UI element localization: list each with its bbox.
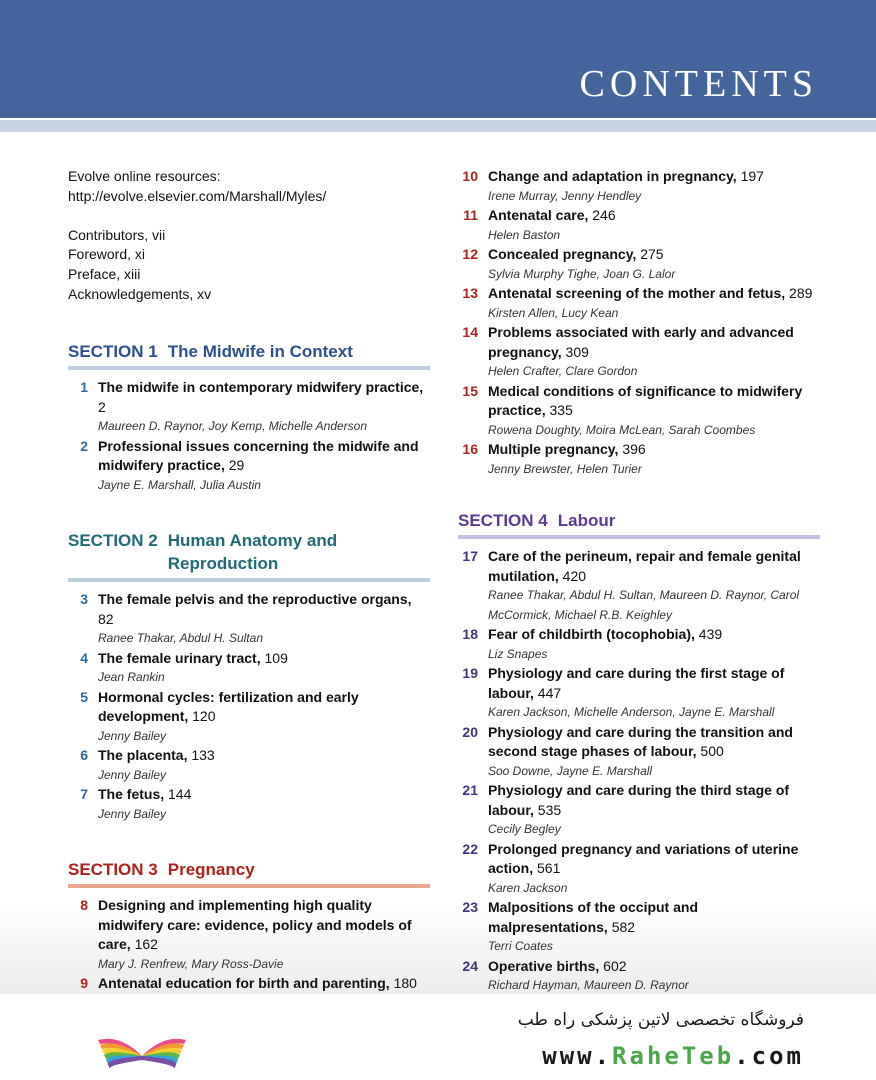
section-rule [68,884,430,888]
chapter-authors: Irene Murray, Jenny Hendley [488,188,642,203]
chapter-body [488,664,820,723]
chapter-page: 246 [592,207,616,223]
chapter-title [98,896,430,955]
chapter-title-text: Concealed pregnancy, [488,246,637,262]
chapter-entry[interactable] [68,785,430,824]
chapter-number: 2 [80,437,88,454]
chapter-title [488,440,820,460]
chapter-number: 6 [80,747,88,764]
chapter-title [488,206,820,226]
chapter-body [488,547,820,625]
chapter-entry[interactable] [458,547,820,625]
chapter-number: 10 [462,168,478,184]
chapter-body [488,781,820,840]
chapter-entry[interactable] [68,437,430,496]
chapter-title-text: Antenatal screening of the mother and fetus, [488,285,786,301]
chapter-number: 9 [80,975,88,992]
chapter-authors: Kirsten Allen, Lucy Kean [488,305,619,320]
chapter-title-text: Problems associated with early and advanced pregnancy, [488,324,794,360]
chapter-body [488,382,820,441]
chapter-title [488,284,820,304]
chapter-title-text: Antenatal education for birth and parenting, [98,975,390,992]
contents-page [0,132,876,994]
section-label: SECTION 1 [68,342,158,362]
chapter-entry[interactable] [68,746,430,785]
chapter-entry[interactable] [458,382,820,441]
section-heading [68,529,430,578]
chapter-number: 14 [462,324,478,340]
chapter-authors: Jenny Bailey [98,767,167,782]
chapter-authors: Liz Snapes [488,646,548,661]
chapter-title [488,245,820,265]
chapter-page: 396 [622,441,646,457]
chapter-title [488,625,820,645]
chapter-page: 109 [264,649,288,666]
chapter-body [488,245,820,284]
chapter-title [488,323,820,362]
chapter-number: 4 [80,649,88,666]
chapter-number: 13 [462,285,478,301]
chapter-title [98,378,430,417]
chapter-authors: Soo Downe, Jayne E. Marshall [488,763,653,778]
section-label: SECTION 4 [458,511,548,530]
contents-header [0,0,876,118]
section-label: SECTION 2 [68,531,158,551]
chapter-authors: Sylvia Murphy Tighe, Joan G. Lalor [488,266,676,281]
chapter-title-text: Malpositions of the occiput and malpresentations, [488,899,698,935]
chapter-title-text: Operative births, [488,957,600,974]
chapter-body [488,206,820,245]
chapter-body [488,167,820,206]
chapter-authors: Maureen D. Raynor, Joy Kemp, Michelle Anderson [98,419,368,434]
chapter-page: 162 [134,936,158,953]
chapter-body [488,284,820,323]
section-title: The Midwife in Context [167,342,353,362]
section-title: Pregnancy [167,860,255,880]
section-block [68,340,430,495]
chapter-authors: Rowena Doughty, Moira McLean, Sarah Coombes [488,422,756,437]
page-title: CONTENTS [579,63,818,105]
chapter-authors: Jenny Bailey [98,728,167,743]
chapter-title [488,840,820,879]
chapter-body [488,440,820,479]
section-block [458,167,820,479]
chapter-title [488,547,820,586]
chapter-authors: Richard Hayman, Maureen D. Raynor [488,978,689,992]
chapter-title-text: Medical conditions of significance to midwifery practice, [488,382,803,418]
chapter-entry[interactable] [68,378,430,437]
section-heading [68,340,430,366]
chapter-authors: Helen Crafter, Clare Gordon [488,364,638,378]
chapter-title [98,437,430,476]
book-logo-icon [92,1004,192,1070]
chapter-body [98,590,430,649]
chapter-title-text: Hormonal cycles: fertilization and early development, [98,688,359,725]
chapter-entry[interactable] [458,840,820,899]
chapter-title [488,382,820,421]
chapter-title [488,723,820,762]
front-matter-item: Preface, xiii [68,265,141,282]
chapter-page: 420 [562,567,587,584]
section-rule [68,578,430,582]
chapter-body [98,785,430,824]
chapter-number: 15 [462,382,478,399]
chapter-page: 561 [537,860,561,876]
chapter-title-text: The female pelvis and the reproductive organs, [98,591,412,608]
chapter-number: 20 [462,723,478,740]
evolve-url-link[interactable]: http://evolve.elsevier.com/Marshall/Myles/ [68,187,327,204]
chapter-entry[interactable] [458,664,820,723]
chapter-entry[interactable] [458,723,820,782]
chapter-body [98,896,430,974]
chapter-entry[interactable] [458,167,820,206]
chapter-page: 602 [603,957,627,974]
chapter-page: 2 [98,398,106,415]
chapter-authors: Karen Jackson [488,880,568,895]
chapter-page: 309 [565,343,589,360]
chapter-page: 447 [537,684,562,701]
chapter-title-text: Change and adaptation in pregnancy, [488,168,737,184]
chapter-entry[interactable] [458,781,820,840]
chapter-authors: Helen Baston [488,227,561,242]
store-name: فروشگاه تخصصی لاتین پزشکی راه طب [517,1010,804,1030]
chapter-page: 275 [640,246,664,262]
chapter-page: 82 [98,610,114,627]
left-column [68,167,430,1013]
chapter-authors: Mary J. Renfrew, Mary Ross-Davie [98,956,284,971]
chapter-title [488,898,820,937]
chapter-number: 23 [462,899,478,915]
chapter-authors: Cecily Begley [488,822,561,836]
chapter-title-text: Physiology and care during the third stage of labour, [488,782,790,818]
chapter-entry[interactable] [458,284,820,323]
right-column [458,167,820,996]
section-title: Labour [557,511,616,530]
chapter-number: 18 [462,626,478,642]
chapter-title-text: Professional issues concerning the midwife and midwifery practice, [98,437,419,474]
chapter-title-text: Designing and implementing high quality midwifery care: evidence, policy and models of care, [98,897,412,953]
chapter-number: 7 [80,786,88,803]
chapter-page: 535 [537,801,562,818]
chapter-authors: Karen Jackson, Michelle Anderson, Jayne E. Marshall [488,705,775,719]
url-brand: RaheTeb [612,1042,735,1070]
chapter-title [98,974,430,994]
chapter-title-text: Care of the perineum, repair and female genital mutilation, [488,548,801,584]
chapter-title-text: Prolonged pregnancy and variations of uterine action, [488,840,799,876]
front-matter-item: Contributors, vii [68,226,166,243]
chapter-page: 500 [700,743,724,759]
chapter-title [488,664,820,703]
chapter-body [98,649,430,688]
chapter-entry[interactable] [68,896,430,974]
chapter-body [98,688,430,747]
section-heading [68,858,430,884]
chapter-body [98,378,430,437]
chapter-title-text: The female urinary tract, [98,649,261,666]
section-rule [458,535,820,539]
chapter-title-text: Antenatal care, [488,207,589,223]
chapter-number: 17 [462,548,478,564]
chapter-title [98,590,430,629]
chapter-page: 144 [168,786,192,803]
chapter-entry[interactable] [458,323,820,382]
chapter-body [488,898,820,957]
chapter-title-text: Physiology and care during the transition and second stage phases of labour, [488,723,793,759]
header-band [0,120,876,132]
chapter-entry[interactable] [458,957,820,996]
chapter-page: 133 [191,747,215,764]
chapter-body [488,957,820,996]
chapter-page: 120 [192,708,216,725]
chapter-number: 3 [80,591,88,608]
chapter-body [488,625,820,664]
store-footer [0,994,876,1080]
chapter-title [98,688,430,727]
chapter-page: 289 [789,285,813,301]
chapter-number: 12 [462,246,478,262]
section-block [68,529,430,824]
evolve-label: Evolve online resources: [68,168,221,184]
chapter-entry[interactable] [458,625,820,664]
chapter-authors: Jean Rankin [98,670,165,685]
chapter-title-text: The fetus, [98,786,165,803]
chapter-authors: Jenny Brewster, Helen Turier [488,461,642,476]
chapter-authors: Ranee Thakar, Abdul H. Sultan [98,631,263,646]
store-url-link[interactable] [542,1042,804,1070]
chapter-entry[interactable] [68,649,430,688]
chapter-authors: Jayne E. Marshall, Julia Austin [98,477,261,492]
chapter-title [488,167,820,187]
chapter-title-text: The midwife in contemporary midwifery practice, [98,379,424,396]
chapter-number: 11 [463,207,478,223]
chapter-number: 21 [462,782,478,798]
section-rule [68,366,430,370]
chapter-number: 24 [462,957,478,974]
chapter-page: 180 [393,975,417,992]
chapter-title-text: Fear of childbirth (tocophobia), [488,626,695,642]
chapter-entry[interactable] [458,206,820,245]
section-block [68,858,430,1013]
chapter-number: 22 [462,840,478,857]
front-matter-item: Acknowledgements, xv [68,285,212,302]
chapter-title [488,781,820,820]
chapter-title [98,649,430,669]
chapter-body [488,323,820,382]
chapter-number: 5 [80,688,88,705]
chapter-page: 439 [698,626,723,642]
section-title: Human Anatomy and Reproduction [167,531,338,574]
chapter-title-text: Physiology and care during the first stage of labour, [488,665,785,701]
url-prefix: www. [542,1042,613,1070]
chapter-authors: Ranee Thakar, Abdul H. Sultan, Maureen D. Raynor, Carol McCormick, Michael R.B. Keighley [488,588,800,622]
chapter-title [488,957,820,977]
chapter-authors: Terri Coates [488,939,553,953]
chapter-body [488,840,820,899]
chapter-title-text: The placenta, [98,747,188,764]
chapter-page: 29 [228,457,245,474]
section-label: SECTION 3 [68,860,158,880]
chapter-entry[interactable] [68,688,430,747]
chapter-number: 8 [80,897,88,914]
chapter-page: 197 [740,168,764,184]
section-block [458,509,820,996]
chapter-page: 335 [549,402,573,418]
chapter-body [488,723,820,782]
chapter-body [98,746,430,785]
chapter-entry[interactable] [458,245,820,284]
chapter-title [98,746,430,766]
url-suffix: .com [734,1042,804,1070]
chapter-title [98,785,430,805]
chapter-number: 16 [462,441,478,457]
chapter-number: 19 [462,665,478,681]
section-heading [458,509,820,535]
chapter-number: 1 [80,379,88,396]
chapter-title-text: Multiple pregnancy, [488,441,619,457]
chapter-entry[interactable] [68,590,430,649]
chapter-body [98,437,430,496]
chapter-authors: Jenny Bailey [98,806,167,821]
chapter-entry[interactable] [458,440,820,479]
chapter-page: 582 [611,918,636,935]
chapter-entry[interactable] [458,898,820,957]
front-matter-item: Foreword, xi [68,246,146,263]
